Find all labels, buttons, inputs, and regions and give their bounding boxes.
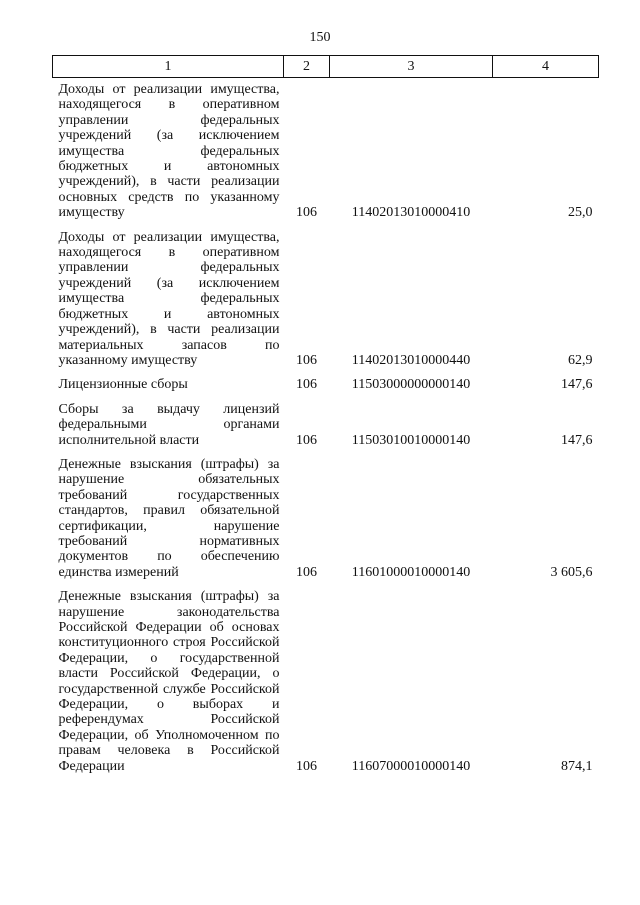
row-description: Денежные взыскания (штрафы) за нарушение обязательных требований государственных стандартов, правил обязательной сертификации, нарушение требований нормативных документов по обеспечению единства измерений [58,456,280,580]
row-amount: 874,1 [561,758,593,774]
table-row [53,393,599,448]
row-amount: 25,0 [568,205,593,221]
row-description: Сборы за выдачу лицензий федеральными органами исполнительной власти [58,401,280,448]
table-row [53,368,599,392]
row-description: Доходы от реализации имущества, находящегося в оперативном управлении федеральных учреждений (за исключением имущества федеральных бюджетных и автономных учреждений), в части реализации основных средств по указанному имуществу [58,82,280,221]
row-admin-code: 106 [296,432,317,448]
row-admin-code: 106 [296,758,317,774]
row-revenue-code: 11601000010000140 [351,564,471,580]
table-row [53,78,599,221]
row-amount: 3 605,6 [550,564,593,580]
column-header-2: 2 [284,56,330,78]
row-amount: 62,9 [568,352,593,368]
table-row [53,580,599,774]
row-admin-code: 106 [296,377,317,393]
row-revenue-code: 11503010010000140 [351,432,471,448]
table-row [53,221,599,369]
row-revenue-code: 11607000010000140 [351,758,471,774]
row-revenue-code: 11503000000000140 [351,377,471,393]
row-amount: 147,6 [561,432,593,448]
table-row [53,448,599,580]
row-description: Лицензионные сборы [58,377,188,393]
page-number: 150 [309,30,331,45]
revenue-table [52,55,599,774]
column-header-4: 4 [493,56,599,78]
row-admin-code: 106 [296,352,317,368]
row-description: Денежные взыскания (штрафы) за нарушение законодательства Российской Федерации об основах конституционного строя Российской Федерации, о государственной власти Российской Федерации, о государственной службе Российской Федерации, о выборах и референдумах Российской Федерации, об Уполномоченном по правам человека в Российской Федерации [58,589,280,774]
column-header-3: 3 [330,56,493,78]
row-admin-code: 106 [296,205,317,221]
row-amount: 147,6 [561,377,593,393]
row-revenue-code: 11402013010000410 [351,205,471,221]
table-header-row [53,56,599,78]
row-admin-code: 106 [296,564,317,580]
row-revenue-code: 11402013010000440 [351,352,471,368]
column-header-1: 1 [53,56,284,78]
row-description: Доходы от реализации имущества, находящегося в оперативном управлении федеральных учреждений (за исключением имущества федеральных бюджетных и автономных учреждений), в части реализации материальных запасов по указанному имуществу [58,229,280,368]
